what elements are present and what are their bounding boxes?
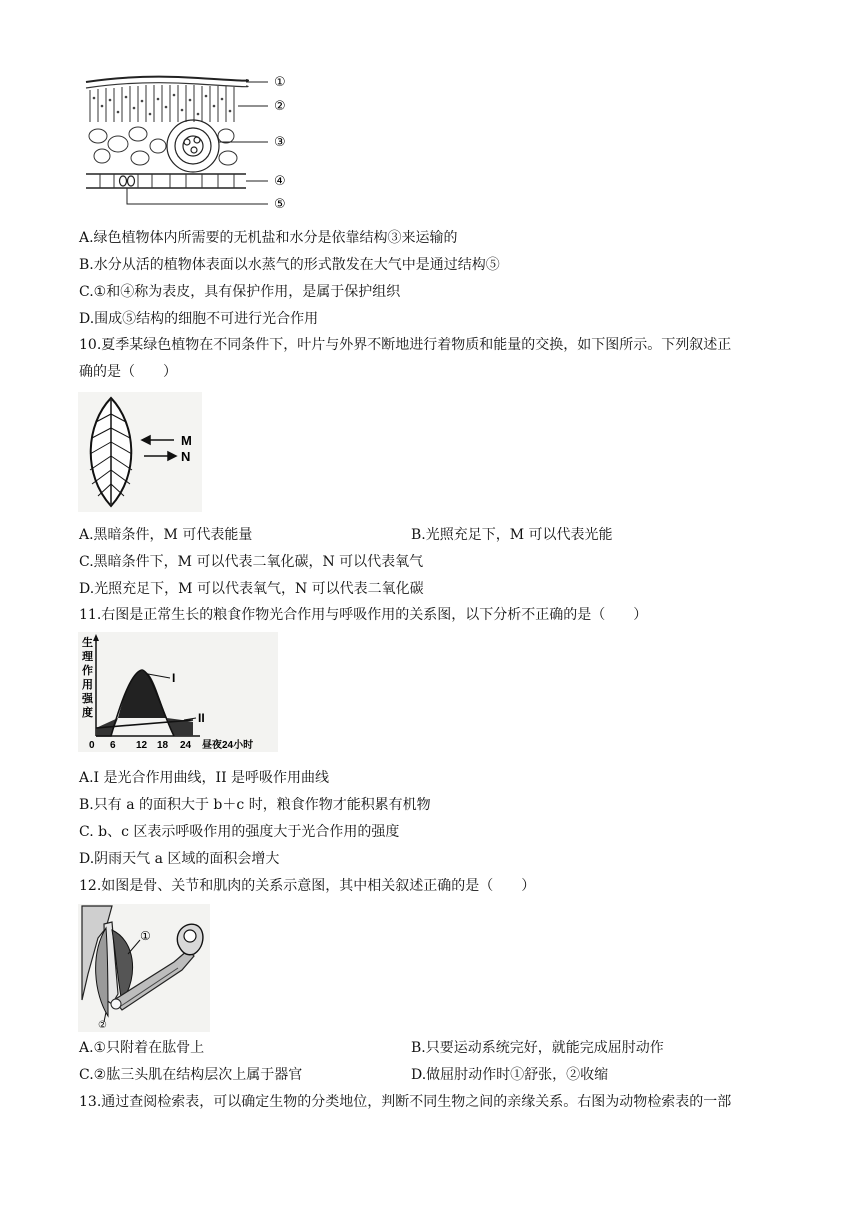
y-label-char: 作 — [82, 665, 93, 677]
arm-muscle-figure — [78, 904, 210, 1032]
q11-option-a: A.I 是光合作用曲线，II 是呼吸作用曲线 — [79, 770, 330, 786]
leaf-label-3: ③ — [274, 134, 286, 149]
q9-option-a: A.绿色植物体内所需要的无机盐和水分是依靠结构③来运输的 — [79, 230, 458, 246]
q9-option-b: B.水分从活的植物体表面以水蒸气的形式散发在大气中是通过结构⑤ — [79, 257, 500, 273]
label-n: N — [181, 449, 191, 464]
q10-stem-line2: 确的是（ ） — [79, 364, 177, 380]
x-axis-label: 昼夜24小时 — [202, 740, 254, 751]
leaf-cross-section-figure — [78, 70, 298, 216]
q10-stem-line1: 10.夏季某绿色植物在不同条件下，叶片与外界不断地进行着物质和能量的交换，如下图所示。下列叙述正 — [79, 337, 732, 353]
q10-option-c: C.黑暗条件下，M 可以代表二氧化碳，N 可以代表氧气 — [79, 554, 424, 570]
q12-option-d: D.做屈肘动作时①舒张，②收缩 — [411, 1067, 609, 1083]
q11-option-c: C. b、c 区表示呼吸作用的强度大于光合作用的强度 — [79, 824, 400, 840]
x-tick: 18 — [157, 740, 169, 751]
q12-option-c: C.②肱三头肌在结构层次上属于器官 — [79, 1067, 303, 1083]
x-tick: 24 — [180, 740, 192, 751]
x-tick: 12 — [136, 740, 148, 751]
curve-label-ii: II — [198, 711, 205, 725]
leaf-label-2: ② — [274, 98, 286, 113]
q11-option-d: D.阴雨天气 a 区域的面积会增大 — [79, 851, 280, 867]
q12-stem: 12.如图是骨、关节和肌肉的关系示意图，其中相关叙述正确的是（ ） — [79, 878, 536, 894]
leaf-label-4: ④ — [274, 173, 286, 188]
curve-label-i: I — [172, 671, 176, 685]
leaf-exchange-figure — [78, 392, 202, 512]
leaf-label-5: ⑤ — [274, 196, 286, 211]
q9-option-d: D.围成⑤结构的细胞不可进行光合作用 — [79, 311, 319, 327]
arm-label-2: ② — [98, 1020, 107, 1031]
q10-option-d: D.光照充足下，M 可以代表氧气，N 可以代表二氧化碳 — [79, 581, 424, 597]
q10-option-a: A.黑暗条件，M 可代表能量 — [79, 527, 253, 543]
q10-option-b: B.光照充足下，M 可以代表光能 — [411, 527, 613, 543]
leaf-label-1: ① — [274, 74, 286, 89]
q12-option-a: A.①只附着在肱骨上 — [79, 1040, 205, 1056]
q13-stem: 13.通过查阅检索表，可以确定生物的分类地位，判断不同生物之间的亲缘关系。右图为动物检索表的一部 — [79, 1094, 732, 1110]
y-label-char: 度 — [82, 707, 93, 719]
arm-label-1: ① — [140, 929, 151, 943]
q9-option-c: C.①和④称为表皮，具有保护作用，是属于保护组织 — [79, 284, 401, 300]
q12-option-b: B.只要运动系统完好，就能完成屈肘动作 — [411, 1040, 664, 1056]
label-m: M — [181, 433, 192, 448]
y-label-char: 生 — [82, 637, 93, 649]
q11-stem: 11.右图是正常生长的粮食作物光合作用与呼吸作用的关系图，以下分析不正确的是（ ） — [79, 607, 648, 623]
y-label-char: 强 — [82, 693, 93, 705]
y-label-char: 用 — [82, 679, 93, 691]
q11-option-b: B.只有 a 的面积大于 b＋c 时，粮食作物才能积累有机物 — [79, 797, 431, 813]
x-tick: 0 — [89, 740, 95, 751]
y-label-char: 理 — [82, 651, 93, 663]
photosynthesis-respiration-graph — [78, 632, 278, 752]
x-tick: 6 — [110, 740, 116, 751]
